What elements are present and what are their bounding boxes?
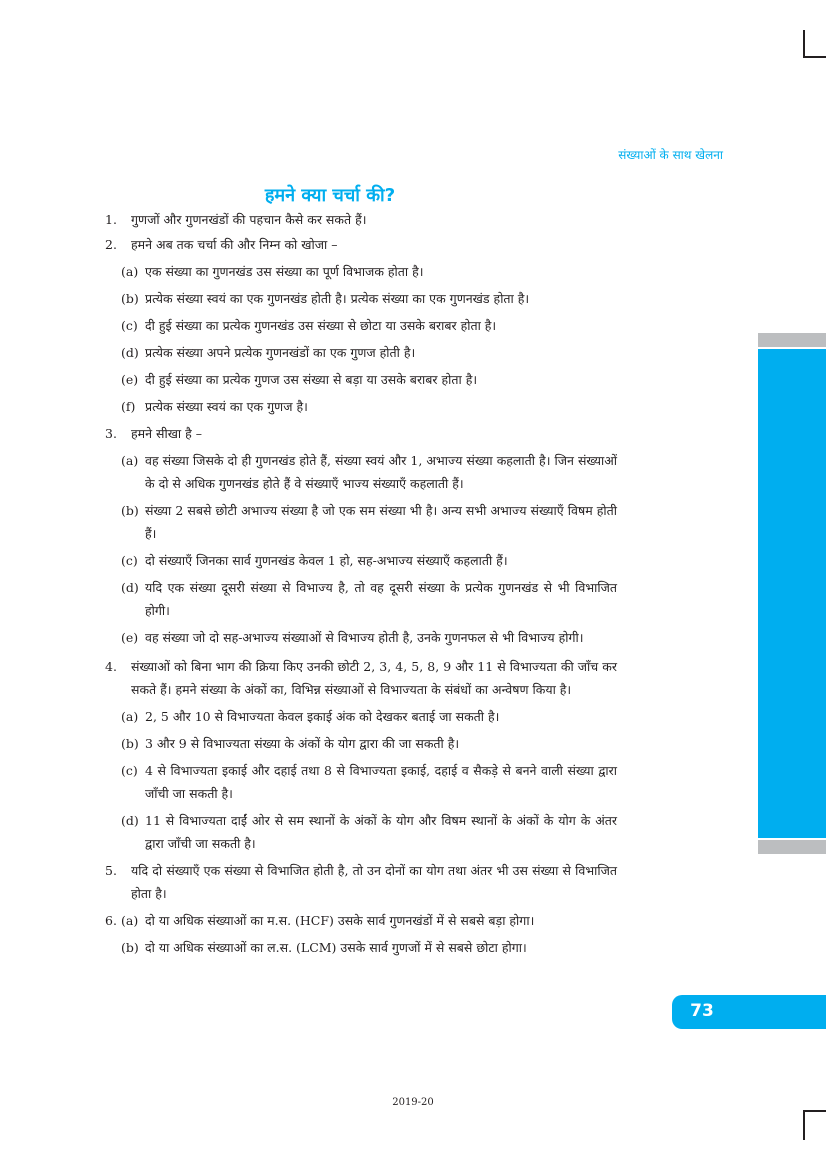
list-item	[105, 859, 617, 905]
list-item	[105, 422, 617, 445]
sub-item	[105, 759, 617, 805]
sub-item-text: प्रत्येक संख्या स्वयं का एक गुणज है।	[145, 399, 308, 414]
sub-item-text: 11 से विभाज्यता दाईं ओर से सम स्थानों के अंकों के योग और विषम स्थानों के अंकों के योग के अंतर द्वारा जाँची जा सकती है।	[145, 813, 617, 851]
sub-item	[105, 705, 617, 728]
sub-item	[105, 499, 617, 545]
sub-item-letter: (f)	[121, 399, 136, 414]
sub-item-letter: (a)	[121, 264, 139, 279]
crop-mark-bottom-right-vertical	[803, 1110, 805, 1140]
sub-item	[105, 626, 617, 649]
sub-item-text: दी हुई संख्या का प्रत्येक गुणनखंड उस संख्या से छोटा या उसके बराबर होता है।	[145, 318, 497, 333]
sub-item-text: दो या अधिक संख्याओं का म.स. (HCF) उसके सार्व गुणनखंडों में से सबसे बड़ा होगा।	[145, 913, 535, 928]
sub-item-letter: (b)	[121, 291, 139, 306]
sub-item-text: 2, 5 और 10 से विभाज्यता केवल इकाई अंक को देखकर बताई जा सकती है।	[145, 709, 500, 724]
item-number: 1.	[105, 212, 117, 227]
page-number-tab	[672, 995, 826, 1029]
sub-item-letter: (c)	[121, 763, 138, 778]
sub-item-letter: (d)	[121, 345, 139, 360]
sub-item-letter: (a)	[121, 709, 139, 724]
crop-mark-top-right-horizontal	[803, 56, 826, 58]
sub-item	[105, 260, 617, 283]
sub-item-letter: (c)	[121, 318, 138, 333]
sub-item-letter: (e)	[121, 630, 139, 645]
item-text: गुणजों और गुणनखंडों की पहचान कैसे कर सकते हैं।	[131, 212, 367, 227]
sub-item	[105, 549, 617, 572]
sub-item	[105, 576, 617, 622]
running-head: संख्याओं के साथ खेलना	[618, 148, 723, 162]
sub-item-letter: (a)	[121, 453, 139, 468]
sub-item-letter: (b)	[121, 503, 139, 518]
side-stripe	[758, 349, 826, 838]
sub-item	[105, 368, 617, 391]
sub-item	[105, 395, 617, 418]
crop-mark-top-right-vertical	[803, 30, 805, 58]
sub-item-text: वह संख्या जिसके दो ही गुणनखंड होते हैं, संख्या स्वयं और 1, अभाज्य संख्या कहलाती है। जिन संख्याओं के दो से अधिक गुणनखंड होते हैं वे संख्याएँ भाज्य संख्याएँ कहलाती हैं।	[145, 453, 617, 491]
sub-item	[105, 341, 617, 364]
sub-item-text: 3 और 9 से विभाज्यता संख्या के अंकों के योग द्वारा की जा सकती है।	[145, 736, 460, 751]
sub-item-text: संख्या 2 सबसे छोटी अभाज्य संख्या है जो एक सम संख्या भी है। अन्य सभी अभाज्य संख्याएँ विषम होती हैं।	[145, 503, 617, 541]
sub-item	[105, 909, 617, 932]
sub-item-text: दो संख्याएँ जिनका सार्व गुणनखंड केवल 1 हो, सह-अभाज्य संख्याएँ कहलाती हैं।	[145, 553, 508, 568]
sub-item-letter: (a)	[121, 913, 139, 928]
sub-item	[105, 809, 617, 855]
item-number: 4.	[105, 659, 117, 674]
side-stripe-bottom-band	[758, 840, 826, 854]
page-number: 73	[690, 1001, 714, 1021]
sub-item-letter: (b)	[121, 940, 139, 955]
item-text: हमने सीखा है –	[131, 426, 203, 441]
sub-item-text: 4 से विभाज्यता इकाई और दहाई तथा 8 से विभाज्यता इकाई, दहाई व सैकड़े से बनने वाली संख्या द्वारा जाँची जा सकती है।	[145, 763, 617, 801]
item-number: 3.	[105, 426, 117, 441]
sub-item-letter: (b)	[121, 736, 139, 751]
sub-item	[105, 287, 617, 310]
list-item	[105, 909, 617, 932]
list-item	[105, 655, 617, 701]
footer-year: 2019-20	[392, 1097, 434, 1108]
sub-item	[105, 449, 617, 495]
sub-item-letter: (e)	[121, 372, 139, 387]
sub-item	[105, 314, 617, 337]
list-item	[105, 233, 617, 256]
sub-item-text: यदि एक संख्या दूसरी संख्या से विभाज्य है, तो वह दूसरी संख्या के प्रत्येक गुणनखंड से भी विभाजित होगी।	[145, 580, 617, 618]
crop-mark-bottom-right-horizontal	[803, 1110, 826, 1112]
sub-item-text: प्रत्येक संख्या स्वयं का एक गुणनखंड होती है। प्रत्येक संख्या का एक गुणनखंड होता है।	[145, 291, 530, 306]
item-number: 6.	[105, 913, 117, 928]
list-item	[105, 208, 617, 231]
sub-item-letter: (d)	[121, 580, 139, 595]
sub-item-text: दो या अधिक संख्याओं का ल.स. (LCM) उसके सार्व गुणजों में से सबसे छोटा होगा।	[145, 940, 527, 955]
sub-item-text: प्रत्येक संख्या अपने प्रत्येक गुणनखंडों का एक गुणज होती है।	[145, 345, 416, 360]
item-text: यदि दो संख्याएँ एक संख्या से विभाजित होती है, तो उन दोनों का योग तथा अंतर भी उस संख्या से विभाजित होता है।	[131, 863, 617, 901]
side-stripe-top-band	[758, 333, 826, 347]
item-number: 5.	[105, 863, 117, 878]
sub-item-text: एक संख्या का गुणनखंड उस संख्या का पूर्ण विभाजक होता है।	[145, 264, 424, 279]
sub-item-letter: (c)	[121, 553, 138, 568]
sub-item-text: वह संख्या जो दो सह-अभाज्य संख्याओं से विभाज्य होती है, उनके गुणनफल से भी विभाज्य होगी।	[145, 630, 584, 645]
sub-item-text: दी हुई संख्या का प्रत्येक गुणज उस संख्या से बड़ा या उसके बराबर होता है।	[145, 372, 478, 387]
sub-item	[105, 732, 617, 755]
summary-list	[105, 208, 617, 959]
item-text: संख्याओं को बिना भाग की क्रिया किए उनकी छोटी 2, 3, 4, 5, 8, 9 और 11 से विभाज्यता की जाँच कर सकते हैं। हमने संख्या के अंकों का, विभिन्न संख्याओं से विभाज्यता के संबंधों का अन्वेषण किया है।	[131, 659, 617, 697]
sub-item-letter: (d)	[121, 813, 139, 828]
item-text: हमने अब तक चर्चा की और निम्न को खोजा –	[131, 237, 338, 252]
item-number: 2.	[105, 237, 117, 252]
section-title: हमने क्या चर्चा की?	[264, 185, 396, 206]
sub-item	[105, 936, 617, 959]
